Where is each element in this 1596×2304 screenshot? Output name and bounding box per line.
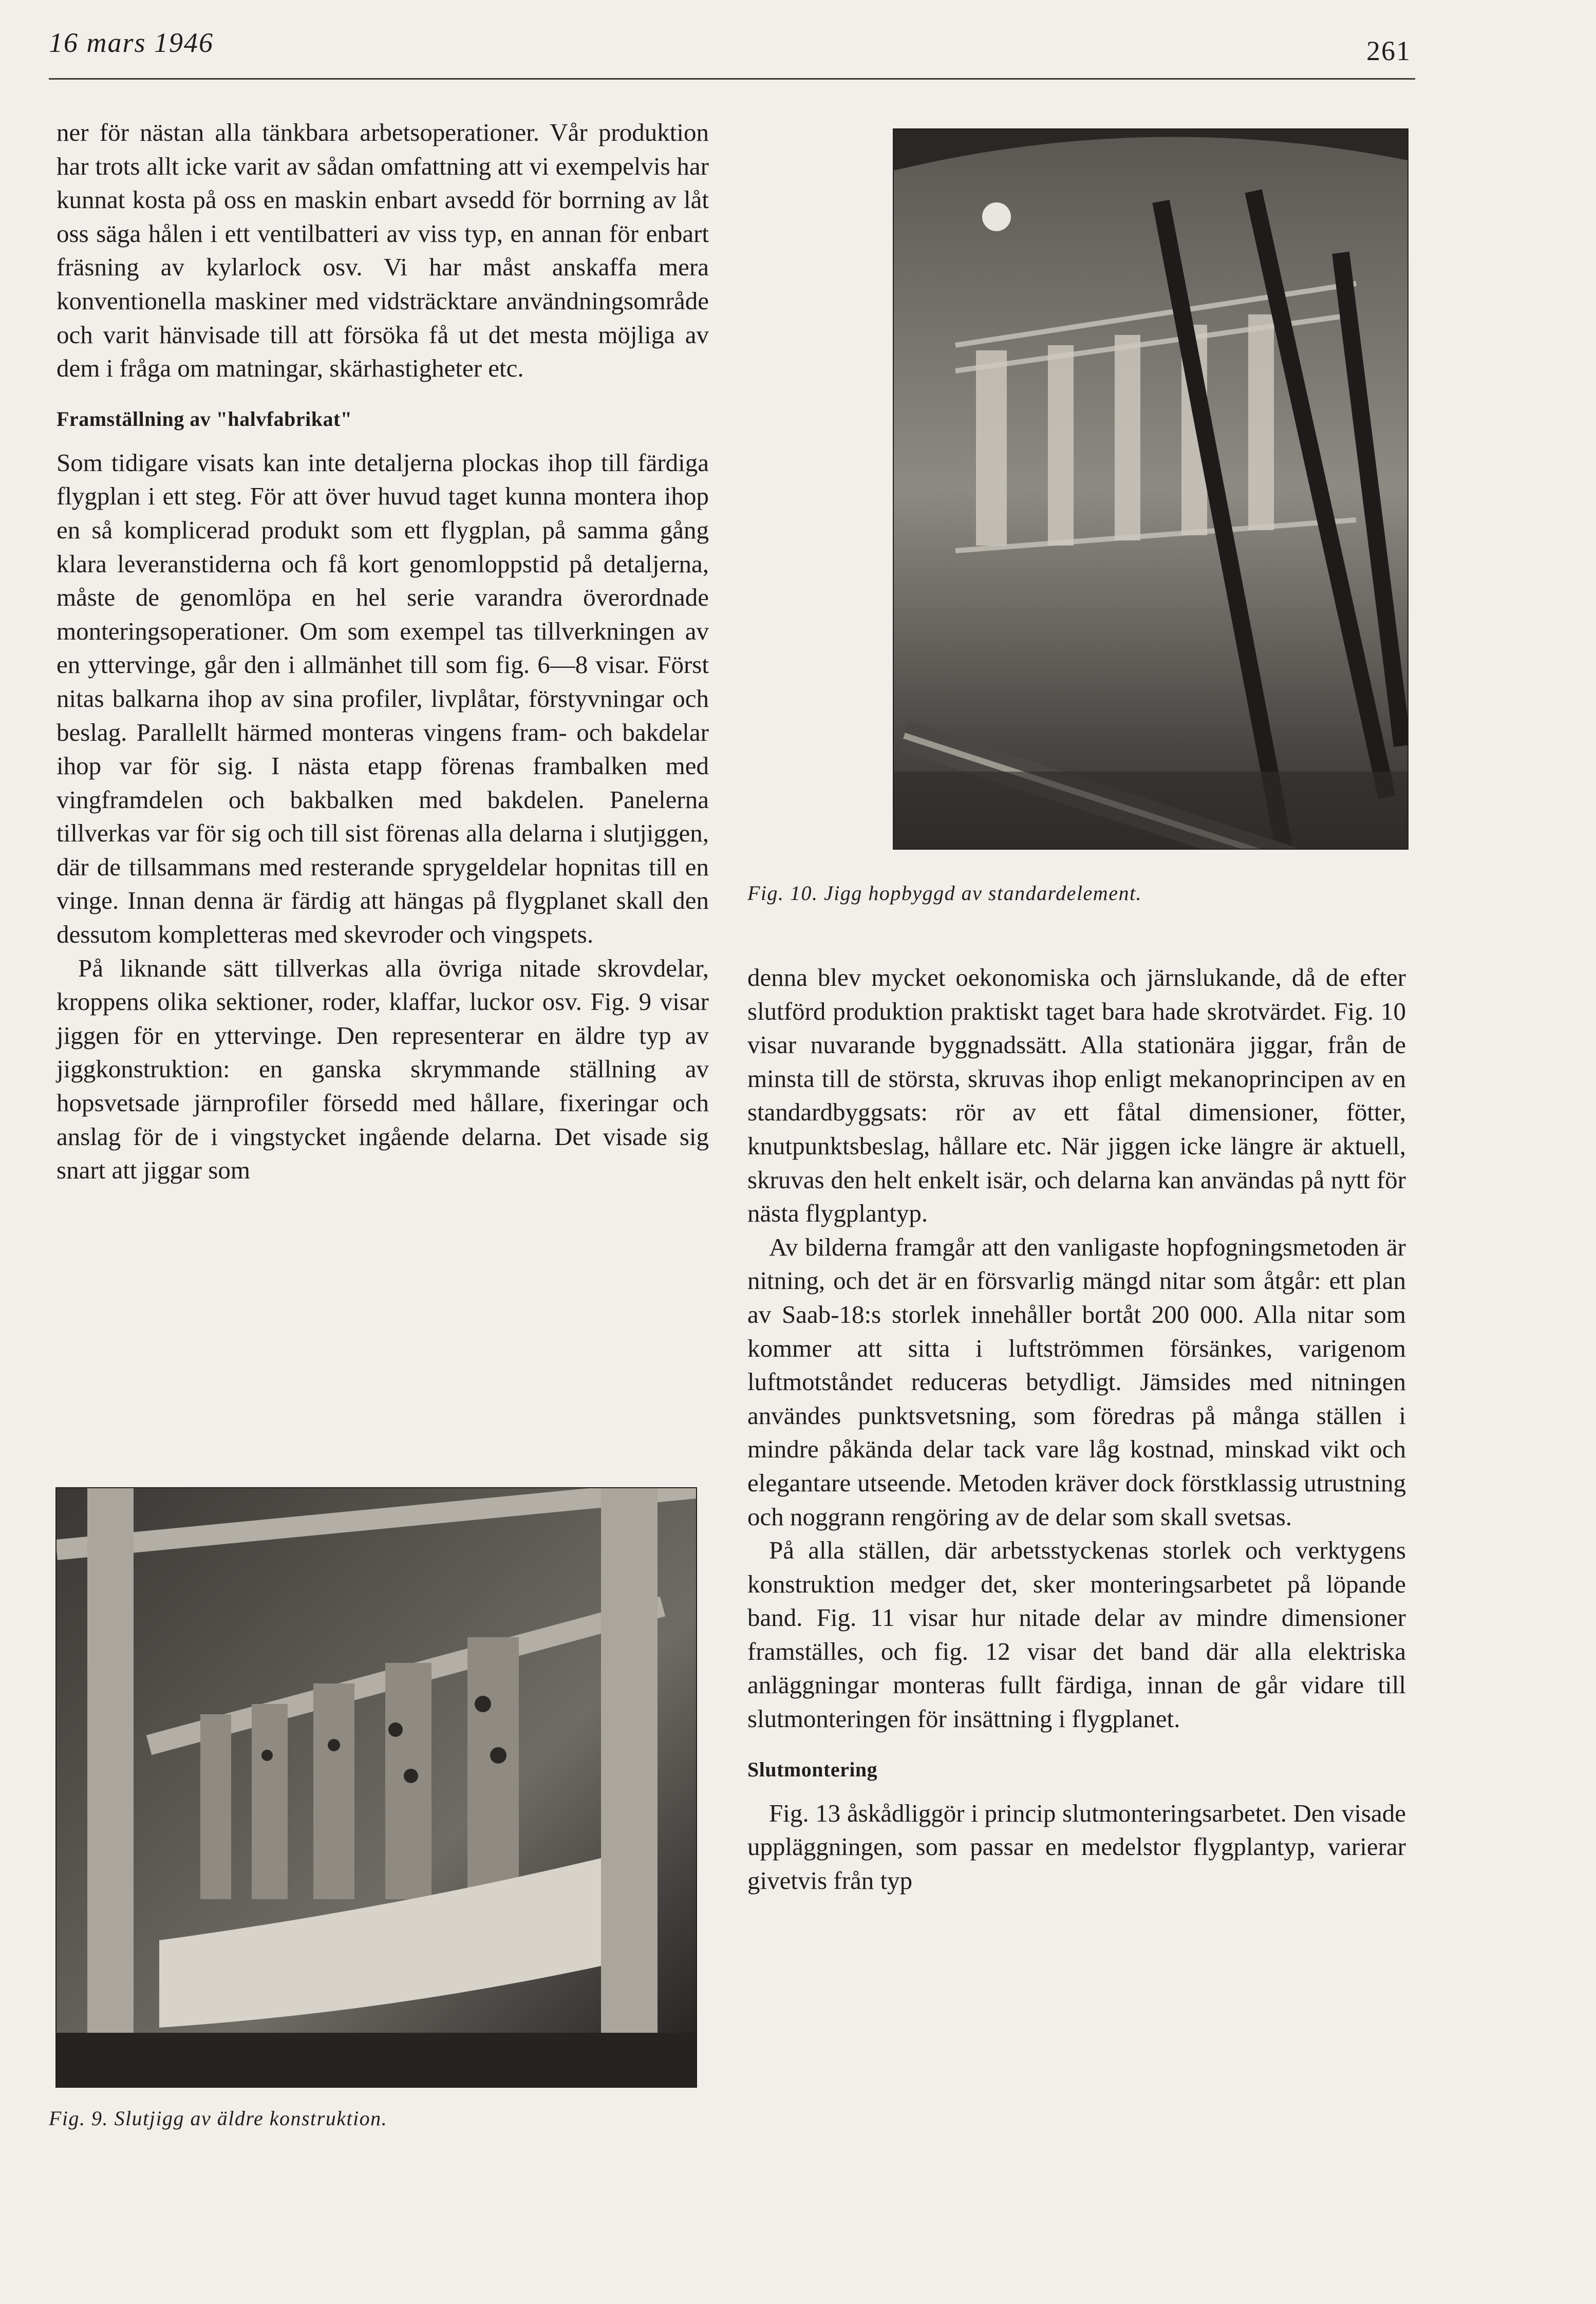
section-heading-slutmontering: Slutmontering [747, 1757, 878, 1781]
right-paragraph-4: Fig. 13 åskådliggör i princip slutmonteringsarbetet. Den visade uppläggningen, som passar en medelstor flygplantyp, varierar givetvis från typ [747, 1799, 1406, 1895]
left-paragraph-2: Som tidigare visats kan inte detaljerna plockas ihop till färdiga flygplan i ett steg. För att över huvud taget kunna montera ihop en så komplicerad produkt som ett flygplan, på samma gång klara leveranstiderna och få kort genomloppstid på detaljerna, måste de genomlöpa en hel serie varandra överordnade monteringsoperationer. Om som exempel tas tillverkningen av en yttervinge, går den i allmänhet till som fig. 6—8 visar. Först nitas balkarna ihop av sina profiler, livplåtar, förstyvningar och beslag. Parallellt härmed monteras vingens fram- och bakdelar ihop var för sig. I nästa etapp förenas frambalken med vingframdelen och bakbalken med bakdelen. Panelerna tillverkas var för sig och till sist förenas alla delarna i slutjiggen, där de tillsammans med resterande sprygeldelar hopnitas till en vinge. Innan denna är färdig att hängas på flygplanet skall den dessutom kompletteras med skevroder och vingspets. [57, 448, 709, 949]
left-paragraph-3: På liknande sätt tillverkas alla övriga nitade skrovdelar, kroppens olika sektioner, roder, klaffar, luckor osv. Fig. 9 visar jiggen för en yttervinge. Den representerar en äldre typ av jiggkonstruktion: en ganska skrymmande ställning av hopsvetsade järnprofiler försedd med hållare, fixeringar och anslag för de i vingstycket ingående delarna. Det visade sig snart att jiggar som [57, 953, 709, 1185]
figure-9-caption: Fig. 9. Slutjigg av äldre konstruktion. [49, 2107, 388, 2130]
right-paragraph-2: Av bilderna framgår att den vanligaste hopfogningsmetoden är nitning, och det är en försvarlig mängd nitar som åtgår: ett plan av Saab-18:s storlek innehåller bortåt 200 000. Alla nitar som kommer att sitta i luftströmmen försänkes, varigenom luftmotståndet reduceras betydligt. Jämsides med nitningen användes punktsvetsning, som föredras på många ställen i mindre påkända delar tack vare låg kostnad, minskad vikt och elegantare utseende. Metoden kräver dock förstklassig utrustning och noggrann rengöring av de delar som skall svetsas. [747, 1232, 1406, 1531]
section-heading-halvfabrikat: Framställning av "halvfabrikat" [57, 407, 352, 430]
figure-10-caption: Fig. 10. Jigg hopbyggd av standardelement. [747, 882, 1142, 905]
left-column [57, 116, 709, 1187]
right-paragraph-1: denna blev mycket oekonomiska och järnslukande, då de efter slutförd produktion praktiskt taget bara hade skrotvärdet. Fig. 10 visar nuvarande byggnadssätt. Alla stationära jiggar, från de minsta till de största, skruvas ihop enligt mekanoprincipen av en standardbyggsats: rör av ett fåtal dimensioner, fötter, knutpunktsbeslag, hållare etc. När jiggen icke längre är aktuell, skruvas den helt enkelt isär, och delarna kan användas på nytt för nästa flygplantyp. [747, 963, 1406, 1228]
page-number: 261 [1366, 35, 1411, 66]
left-paragraph-1: ner för nästan alla tänkbara arbetsoperationer. Vår produktion har trots allt icke varit av sådan omfattning att vi exempelvis har kunnat kosta på oss en maskin enbart avsedd för borrning av låt oss säga hålen i ett ventilbatteri av viss typ, en annan för enbart fräsning av kylarlock osv. Vi har måst anskaffa mera konventionella maskiner med vidsträcktare användningsområde och varit hänvisade till att försöka få ut det mesta möjliga av dem i fråga om matningar, skärhastigheter etc. [57, 118, 709, 383]
figure-9-photo [55, 1487, 697, 2088]
header-rule [49, 78, 1415, 80]
right-column [747, 961, 1406, 1897]
header-date: 16 mars 1946 [49, 27, 214, 58]
figure-10-photo [893, 128, 1409, 850]
right-paragraph-3: På alla ställen, där arbetsstyckenas storlek och verktygens konstruktion medger det, sker monteringsarbetet på löpande band. Fig. 11 visar hur nitade delar av mindre dimensioner framställes, och fig. 12 visar det band där alla elektriska anläggningar monteras fullt färdiga, innan de går vidare till slutmonteringen för insättning i flygplanet. [747, 1536, 1406, 1733]
